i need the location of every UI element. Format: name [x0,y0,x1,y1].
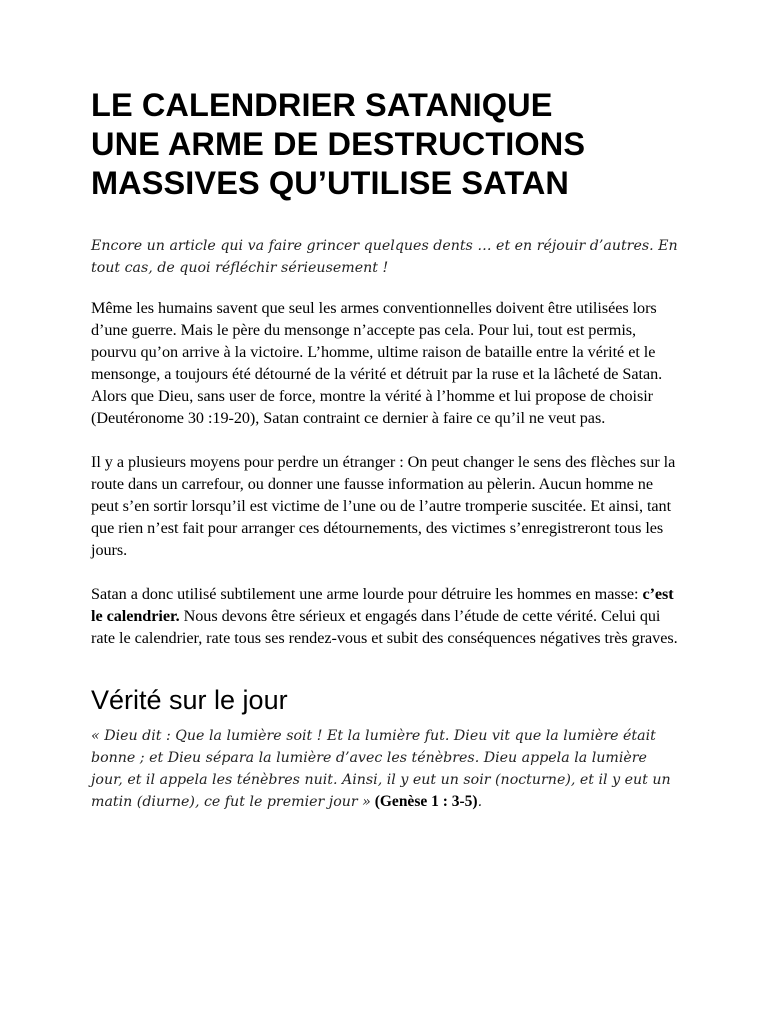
paragraph-1: Même les humains savent que seul les armes conventionnelles doivent être utilisées lors d’une guerre. Mais le père du mensonge n’accepte pas cela. Pour lui, tout est permis, pourvu qu’on arrive à la victoire. L’homme, ultime raison de bataille entre la vérité et le mensonge, a toujours été détourné de la vérité et détruit par la ruse et la lâcheté de Satan. Alors que Dieu, sans user de force, montre la vérité à l’homme et lui propose de choisir (Deutéronome 30 :19-20), Satan contraint ce dernier à faire ce qu’il ne veut pas. [91,299,663,427]
quote-reference: (Genèse 1 : 3-5) [370,793,478,810]
intro-paragraph: Encore un article qui va faire grincer quelques dents … et en réjouir d’autres. En tout cas, de quoi réfléchir sérieusement ! [91,238,678,276]
paragraph-2: Il y a plusieurs moyens pour perdre un étranger : On peut changer le sens des flèches sur la route dans un carrefour, ou donner une fausse information au pèlerin. Aucun homme ne peut s’en sortir lorsqu’il est victime de l’une ou de l’autre tromperie suscitée. Et ainsi, tant que rien n’est fait pour arranger ces détournements, des victimes s’enregistreront tous les jours. [91,453,676,559]
title-line-1: LE CALENDRIER SATANIQUE [91,87,553,123]
section-title: Vérité sur le jour [91,685,288,715]
paragraph-3 [91,583,681,649]
document-page [91,86,681,813]
article-title [91,86,681,203]
title-line-3: MASSIVES QU’UTILISE SATAN [91,165,570,201]
paragraph-3-end: Nous devons être sérieux et engagés dans l’étude de cette vérité. Celui qui rate le calendrier, rate tous ses rendez-vous et subit des conséquences négatives très graves. [91,607,678,647]
paragraph-3-start: Satan a donc utilisé subtilement une arme lourde pour détruire les hommes en masse: [91,585,643,603]
quote-period: . [477,794,483,810]
scripture-quote [91,725,681,813]
quote-text: « Dieu dit : Que la lumière soit ! Et la lumière fut. Dieu vit que la lumière était bonne ; et Dieu sépara la lumière d’avec les ténèbres. Dieu appela la lumière jour, et il appela les ténèbres nuit. Ainsi, il y eut un soir (nocturne), et il y eut un matin (diurne), ce fut le premier jour » [91,728,671,810]
paragraph-3-emphasis: c’est le calendrier. [91,585,674,625]
title-line-2: UNE ARME DE DESTRUCTIONS [91,126,586,162]
